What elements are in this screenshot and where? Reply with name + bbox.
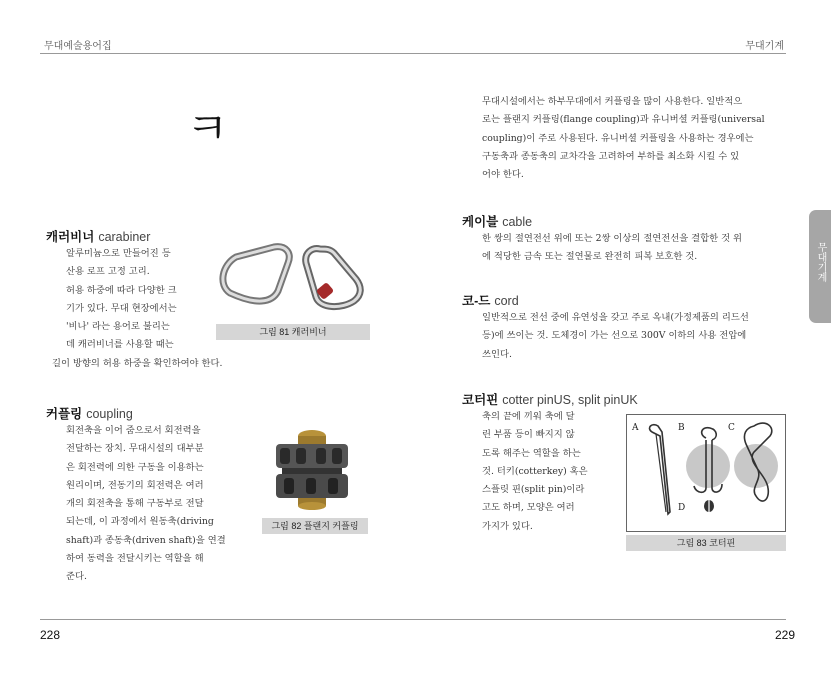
- body-line: 축의 끝에 끼워 축에 달: [482, 411, 575, 422]
- term-ko: 커플링: [46, 407, 83, 421]
- body-line: 산용 로프 고정 고리.: [66, 266, 150, 278]
- header-left-title: 무대예술용어집: [44, 41, 112, 52]
- entry-title-cotter-pin: [462, 390, 638, 408]
- body-line: 개의 회전축을 통해 구동부로 전달: [66, 498, 204, 510]
- figure-label-a: A: [632, 423, 639, 433]
- body-line: coupling)이 주로 사용된다. 유니버셜 커플링을 사용하는 경우에는: [482, 132, 754, 144]
- body-line: 스플릿 핀(split pin)이라: [482, 484, 585, 496]
- body-line: 길이 방향의 허용 하중을 확인하여야 한다.: [52, 357, 223, 369]
- cotter-pin-diagram: [626, 414, 786, 532]
- entry-body-carabiner: [52, 245, 223, 373]
- body-line: 가지가 있다.: [482, 520, 533, 532]
- body-line: 기가 있다. 무대 현장에서는: [66, 302, 177, 314]
- body-line: 준다.: [66, 571, 87, 583]
- body-line: 구동축과 종동축의 교차각을 고려하여 부하를 최소화 시킬 수 있: [482, 150, 740, 162]
- body-line: '비나' 라는 용어로 불리는: [66, 321, 170, 333]
- body-line: 쓰인다.: [482, 348, 512, 360]
- body-line: 일반적으로 전선 중에 유연성을 갖고 주로 옥내(가정제품의 리드선: [482, 312, 749, 323]
- figure-caption-82: 그림 82 플랜지 커플링: [262, 518, 368, 534]
- body-line: 에 적당한 금속 또는 절연물로 완전히 피복 보호한 것.: [482, 251, 698, 263]
- body-line: 고도 하며, 모양은 여러: [482, 502, 575, 514]
- section-letter: ㅋ: [186, 103, 229, 154]
- entry-title-coupling: [46, 404, 133, 422]
- term-en: cotter pinUS, split pinUK: [502, 393, 638, 407]
- figure-label-c: C: [728, 423, 735, 433]
- body-line: 원리이며, 전동기의 회전력은 여러: [66, 479, 204, 491]
- carabiner-image: [216, 243, 366, 313]
- entry-body-cord: [482, 309, 749, 364]
- body-line: 알루미늄으로 만들어진 등: [66, 248, 171, 259]
- body-line: 어야 한다.: [482, 169, 524, 181]
- entry-body-coupling-continued: [482, 93, 765, 184]
- page-number-right: 229: [774, 628, 795, 642]
- entry-body-cotter-pin: [482, 408, 588, 536]
- page-number-left: 228: [40, 628, 61, 642]
- body-line: 은 회전력에 의한 구동을 이용하는: [66, 461, 204, 473]
- term-ko: 코-드: [462, 294, 491, 308]
- body-line: 무대시설에서는 하부무대에서 커플링을 많이 사용한다. 일반적으: [482, 96, 743, 107]
- entry-title-carabiner: [46, 227, 150, 245]
- body-line: 한 쌍의 절연전선 위에 또는 2쌍 이상의 절연전선을 결합한 것 위: [482, 233, 742, 244]
- header-right-title: 무대기계: [745, 41, 784, 52]
- body-line: 전달하는 장치. 무대시설의 대부분: [66, 443, 204, 455]
- body-line: 회전축을 이어 줌으로서 회전력을: [66, 425, 201, 436]
- header-divider: [40, 53, 786, 54]
- body-line: 허용 하중에 따라 다양한 크: [66, 284, 177, 296]
- body-line: shaft)과 종동축(driven shaft)을 연결: [66, 534, 226, 546]
- footer-divider: [40, 619, 786, 620]
- term-en: cord: [494, 294, 519, 308]
- body-line: 되는데, 이 과정에서 원동축(driving: [66, 516, 214, 528]
- term-en: carabiner: [98, 230, 151, 244]
- side-tab[interactable]: [809, 210, 831, 323]
- body-line: 로는 플랜지 커플링(flange coupling)과 유니버셜 커플링(universal: [482, 114, 765, 126]
- body-line: 등)에 쓰이는 것. 도체경이 가는 선으로 300V 이하의 사용 전압에: [482, 330, 747, 342]
- term-ko: 코터핀: [462, 393, 499, 407]
- figure-label-b: B: [678, 423, 685, 433]
- flange-coupling-image: [272, 428, 352, 510]
- term-en: cable: [502, 215, 533, 229]
- body-line: 린 부품 등이 빠지지 않: [482, 429, 575, 441]
- term-ko: 케이블: [462, 215, 499, 229]
- body-line: 데 캐러비너를 사용할 때는: [66, 339, 174, 351]
- figure-label-d: D: [678, 503, 686, 513]
- entry-title-cable: [462, 212, 532, 230]
- body-line: 하여 동력을 전달시키는 역할을 해: [66, 553, 204, 565]
- term-en: coupling: [86, 407, 133, 421]
- entry-body-cable: [482, 230, 742, 267]
- entry-body-coupling: [66, 422, 226, 587]
- entry-title-cord: [462, 291, 519, 309]
- term-ko: 캐러비너: [46, 230, 95, 244]
- figure-caption-81: 그림 81 캐러비너: [216, 324, 370, 340]
- side-tab-label: 무대기계: [815, 242, 826, 282]
- figure-caption-83: 그림 83 코터핀: [626, 535, 786, 551]
- body-line: 도록 해주는 역할을 하는: [482, 447, 581, 459]
- body-line: 것. 터키(cotterkey) 혹은: [482, 465, 588, 477]
